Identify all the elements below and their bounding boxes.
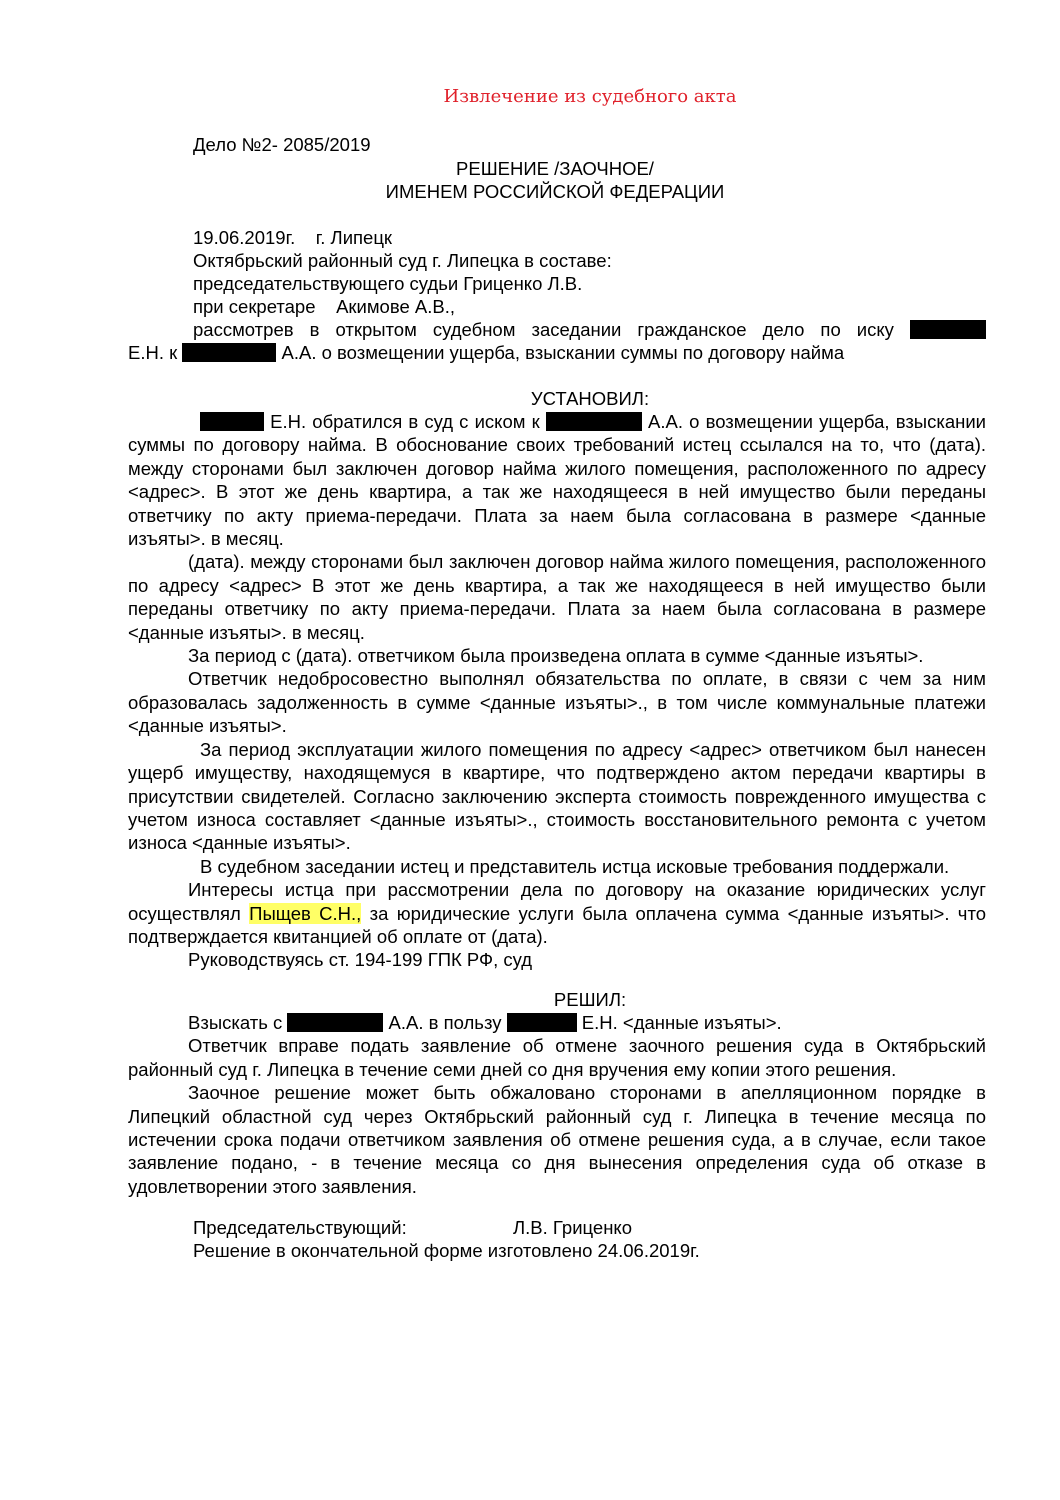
redaction-block (910, 320, 986, 339)
redaction-block (182, 343, 276, 362)
decided-paragraph: Заочное решение может быть обжаловано сторонами в апелляционном порядке в Липецкий областной суд через Октябрьский районный суд г. Липецка в течение месяца по истечении срока подачи ответчиком заявления об отмене решения суда, а в случае, если такое заявление подано, - в течение месяца со дня вынесения определения суда об отказе в удовлетворении этого заявления. (128, 1082, 986, 1197)
signature-name: Л.В. Гриценко (513, 1217, 633, 1238)
paragraph-text: за юридические услуги была оплачена сумма <данные изъяты>. что подтверждается квитанцией об оплате от (дата). (128, 902, 986, 947)
redaction-block (287, 1013, 383, 1032)
paragraph-text: А.А. о возмещении ущерба, взыскании суммы по договору найма. В обоснование своих требований истец ссылался на то, что (дата). между сторонами был заключен договор найма жилого помещения, расположенного по адресу <адрес>. В этот же день квартира, а так же находящееся в ней имущество были переданы ответчику по акту приема-передачи. Плата за наем была согласована в размере <данные изъяты>. в месяц. (128, 411, 987, 550)
signature-role: Председательствующий: (193, 1217, 407, 1238)
case-number: Дело №2- 2085/2019 (193, 134, 371, 155)
decided-paragraph: Ответчик вправе подать заявление об отмене заочного решения суда в Октябрьский районный суд г. Липецка в течение семи дней со дня вручения ему копии этого решения. (128, 1035, 986, 1080)
considering-text: рассмотрев в открытом судебном заседании гражданское дело по иску (193, 319, 894, 340)
paragraph-text: Е.Н. <данные изъяты>. (581, 1012, 782, 1033)
decided-heading: РЕШИЛ: (553, 989, 627, 1010)
court-composition: Октябрьский районный суд г. Липецка в составе: (193, 250, 612, 271)
paragraph-text: А.А. в пользу (388, 1012, 502, 1033)
established-paragraph (128, 878, 986, 948)
considering-text-3: А.А. о возмещении ущерба, взыскании суммы по договору найма (281, 342, 845, 363)
court-secretary: при секретаре Акимове А.В., (193, 296, 455, 317)
highlighted-name: Пыщев С.Н., (249, 902, 362, 924)
considering-line (193, 318, 986, 341)
decided-section (128, 1011, 986, 1198)
final-form-note: Решение в окончательной форме изготовлено 24.06.2019г. (193, 1240, 700, 1261)
paragraph-text: Интересы истца при рассмотрении дела по договору на оказание юридических услуг осуществлял (128, 879, 986, 924)
presiding-signature (193, 1216, 632, 1239)
paragraph-text: Е.Н. обратился в суд с иском к (270, 411, 540, 432)
established-section (128, 410, 986, 972)
established-paragraph: За период с (дата). ответчиком была произведена оплата в сумме <данные изъяты>. (188, 645, 924, 667)
decided-paragraph (128, 1011, 986, 1034)
considering-text-2: Е.Н. к (128, 342, 178, 363)
established-heading: УСТАНОВИЛ: (530, 388, 650, 409)
decision-title: РЕШЕНИЕ /ЗАОЧНОЕ/ (456, 158, 654, 179)
established-paragraph: За период эксплуатации жилого помещения по адресу <адрес> ответчиком был нанесен ущерб имуществу, находящемуся в квартире, что подтверждено актом передачи квартиры в присутствии свидетелей. Согласно заключению эксперта стоимость поврежденного имущества с учетом износа составляет <данные изъяты>., стоимость восстановительного ремонта с учетом износа <данные изъяты>. (128, 738, 986, 854)
date-place: 19.06.2019г. г. Липецк (193, 227, 393, 248)
paragraph-text: Взыскать с (188, 1012, 283, 1033)
established-paragraph: Руководствуясь ст. 194-199 ГПК РФ, суд (188, 949, 533, 971)
redaction-block (546, 412, 642, 431)
established-paragraph: (дата). между сторонами был заключен договор найма жилого помещения, расположенного по адресу <адрес> В этот же день квартира, а так же находящееся в ней имущество были переданы ответчику по акту приема-передачи. Плата за наем была согласована в размере <данные изъяты>. в месяц. (128, 551, 986, 643)
presiding-judge: председательствующего судьи Гриценко Л.В. (193, 273, 583, 294)
document-header: Извлечение из судебного акта (443, 86, 737, 107)
considering-line-2 (128, 341, 844, 364)
established-paragraph (128, 410, 986, 550)
redaction-block (507, 1013, 577, 1032)
decision-subtitle: ИМЕНЕМ РОССИЙСКОЙ ФЕДЕРАЦИИ (385, 181, 725, 202)
redaction-block (200, 412, 264, 431)
established-paragraph: Ответчик недобросовестно выполнял обязательства по оплате, в связи с чем за ним образовалась задолженность в сумме <данные изъяты>., в том числе коммунальные платежи <данные изъяты>. (128, 668, 986, 737)
established-paragraph: В судебном заседании истец и представитель истца исковые требования поддержали. (200, 855, 950, 877)
